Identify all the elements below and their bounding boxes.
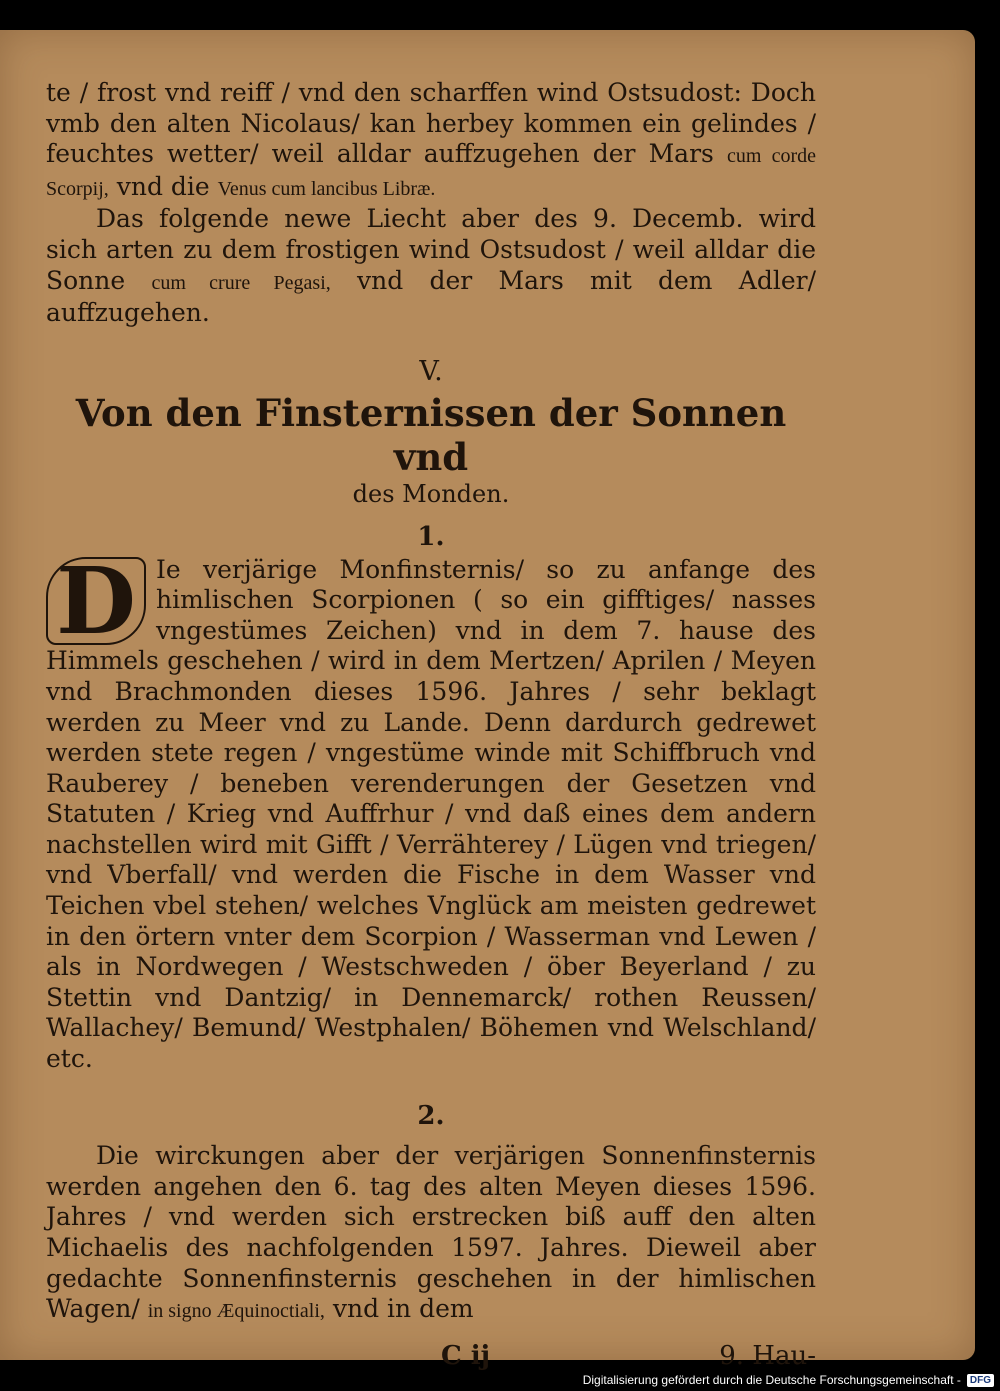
paragraph-1-text: te / frost vnd reiff / vnd den scharffen wind Ostsudost: Doch vmb den alten Nicolaus/ kan herbey kommen ein gelindes / feuchtes wetter/ weil alldar auffzugehen der Mars [46, 78, 816, 169]
paragraph-4-end: vnd in dem [332, 1294, 474, 1324]
page-footer [46, 1341, 816, 1375]
funding-banner [583, 1373, 994, 1387]
paragraph-2 [46, 204, 816, 328]
funding-text: Digitalisierung gefördert durch die Deutsche Forschungsgemeinschaft - [582, 1373, 961, 1387]
item-number-2: 2. [417, 1100, 445, 1131]
paragraph-1-latin-2: Venus cum lancibus Libræ. [217, 177, 436, 200]
section-subheading: des Monden. [352, 480, 510, 509]
paragraph-2-latin: cum crure Pegasi, [151, 271, 331, 294]
paragraph-4 [46, 1141, 816, 1327]
item-number-1: 1. [417, 521, 445, 552]
book-page [0, 30, 975, 1371]
dfg-logo-icon: DFG [967, 1374, 994, 1387]
section-heading: Von den Finsternissen der Sonnen vnd [75, 391, 787, 480]
paragraph-1-latin-1: cum corde Scorpij, [46, 145, 816, 200]
paragraph-2-text: Das folgende newe Liecht aber des 9. Decemb. wird sich arten zu dem frostigen wind Ostsudost / weil alldar die Sonne [46, 204, 816, 295]
paragraph-2-end: vnd der Mars mit dem Adler/ auffzugehen. [46, 265, 816, 328]
signature-mark: C ij [441, 1340, 491, 1371]
paragraph-3 [46, 546, 816, 1075]
decorated-initial: D [46, 557, 146, 645]
catchword: 9. Hau- [719, 1340, 816, 1371]
paragraph-3-text: Ie verjärige Monfinsternis/ so zu anfange des himlischen Scorpionen ( so ein gifftiges/ nasses vngestümes Zeichen) vnd in dem 7. hause des Himmels geschehen / wird in dem Mertzen/ Aprilen / Meyen vnd Brachmonden dieses 1596. Jahres / sehr beklagt werden zu Meer vnd zu Lande. Denn dardurch gedrewet werden stete regen / vngestüme winde mit Schiffbruch vnd Rauberey / beneben verenderungen der Gesetzen vnd Statuten / Krieg vnd Auffrhur / vnd daß eines dem andern nachstellen wird mit Gifft / Verrähterey / Lügen vnd triegen/ vnd Vberfall/ vnd werden die Fische in dem Wasser vnd Teichen vbel stehen/ welches Vnglück am meisten gedrewet in den örtern vnter dem Scorpion / Wasserman vnd Lewen / als in Nordwegen / Westschweden / öber Beyerland / zu Stettin vnd Dantzig/ in Dennemarck/ rothen Reussen/ Wallachey/ Bemund/ Westphalen/ Böhemen vnd Welschland/ etc. [46, 554, 816, 1074]
paragraph-4-text: Die wirckungen aber der verjärigen Sonnenfinsternis werden angehen den 6. tag des alten Meyen dieses 1596. Jahres / vnd werden sich erstrecken biß auff den alten Michaelis des nachfolgenden 1597. Jahres. Dieweil aber gedachte Sonnenfinsternis geschehen in der himlischen Wagen/ [46, 1141, 816, 1324]
paragraph-4-latin: in signo Æquinoctiali, [147, 1300, 325, 1323]
paragraph-1 [46, 78, 816, 204]
paragraph-1-mid: vnd die [116, 171, 210, 201]
section-number: V. [419, 355, 443, 387]
page-text [46, 78, 816, 1375]
